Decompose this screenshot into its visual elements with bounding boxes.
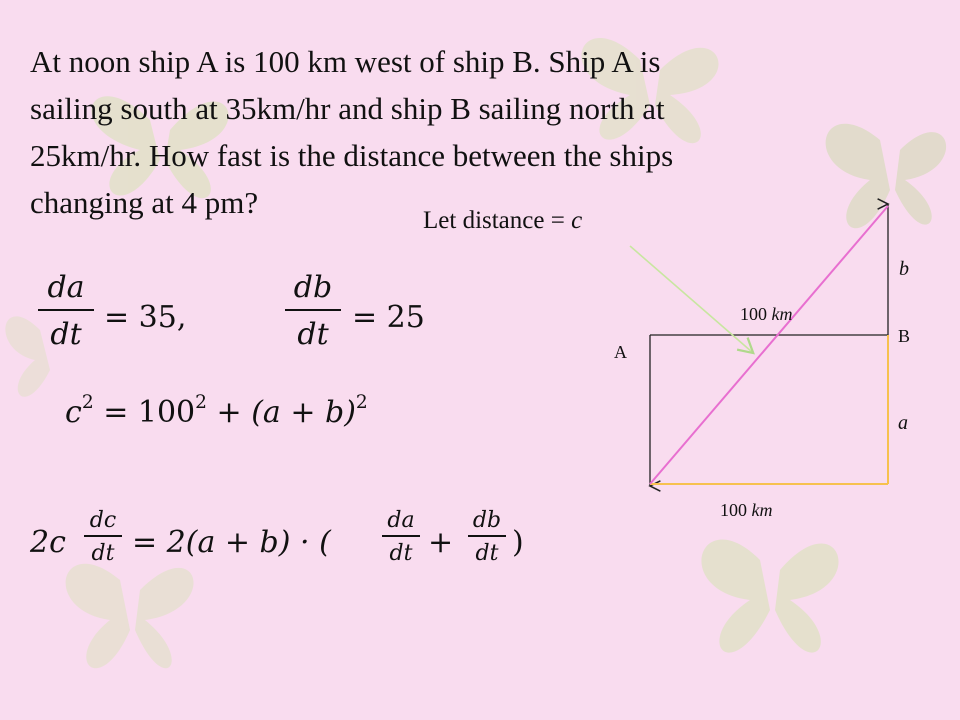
rate-a-value: = 35, (104, 300, 187, 335)
rate-b-value: = 25 (352, 300, 425, 335)
pythagorean-equation: $c^2 = 100^2 + (a + b)^2$ (65, 392, 368, 430)
let-distance-label: Let distance = c (423, 207, 583, 234)
numerator: db (293, 270, 333, 305)
distance-c-line (650, 206, 888, 484)
fraction-dc-dt: dc dt (84, 508, 122, 566)
problem-line: changing at 4 pm? (30, 185, 259, 220)
numerator: da (47, 270, 85, 305)
problem-line: 25km/hr. How fast is the distance between the ships (30, 138, 674, 173)
top-distance-label: 100 km (740, 304, 793, 324)
problem-line: At noon ship A is 100 km west of ship B. Ship A is (30, 44, 661, 79)
close-paren: ) (512, 525, 524, 560)
side-a-label: a (898, 412, 908, 434)
denominator: dt (50, 317, 82, 352)
problem-line: sailing south at 35km/hr and ship B sailing north at (30, 91, 665, 126)
fraction-da-dt-small: da dt (382, 508, 420, 566)
derivative-middle: = 2(a + b) · ( (132, 525, 331, 560)
ship-b-label: B (898, 326, 911, 346)
denominator: dt (297, 317, 329, 352)
ship-a-label: A (614, 342, 627, 362)
bottom-distance-label: 100 km (720, 500, 773, 520)
side-b-label: b (899, 258, 909, 280)
lhs-coefficient: 2c (30, 525, 66, 560)
plus-sign: + (428, 525, 454, 560)
fraction-db-dt-small: db dt (468, 508, 506, 566)
pointer-arrow (630, 246, 752, 352)
